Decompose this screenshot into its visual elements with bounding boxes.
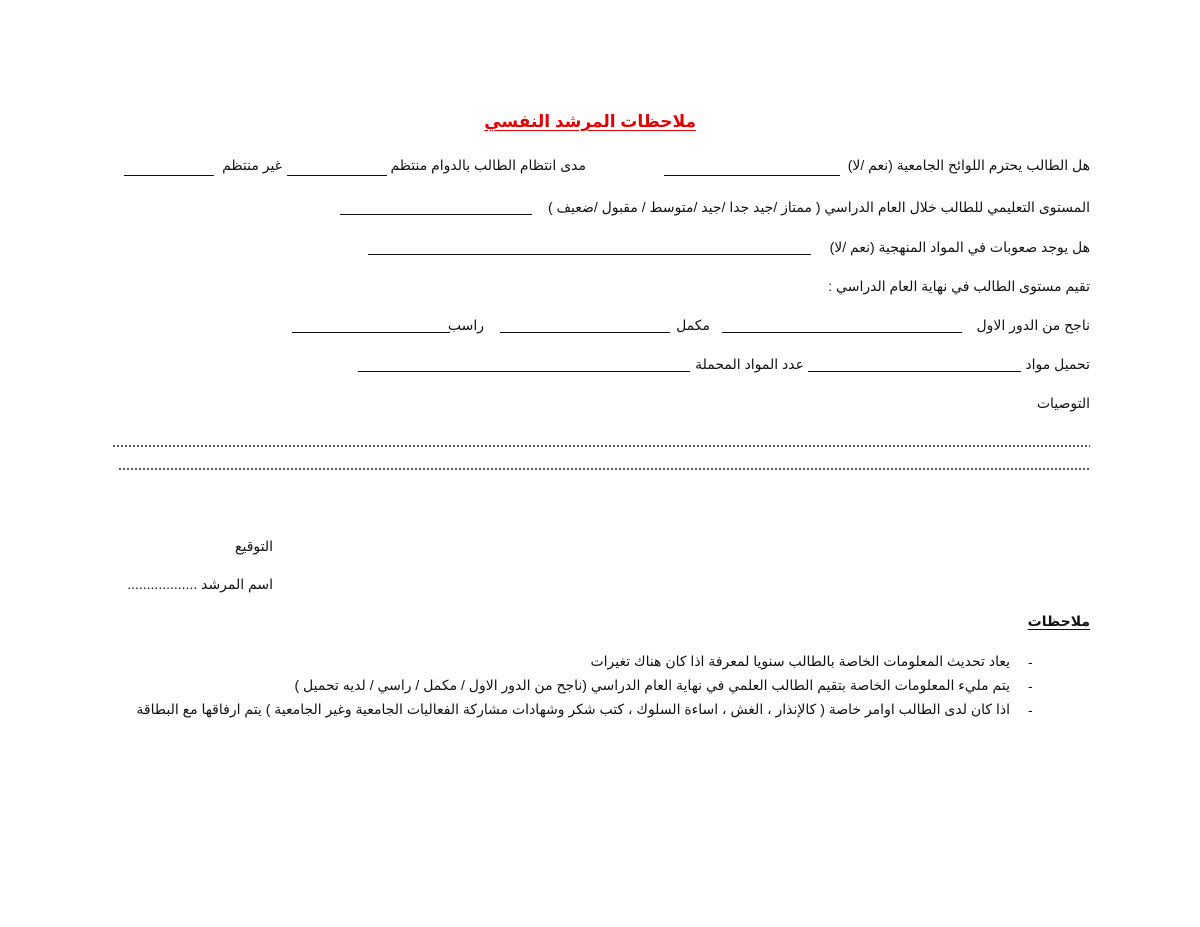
bullet-2: - xyxy=(1028,678,1033,694)
attendance-irregular-field[interactable] xyxy=(124,175,214,176)
academic-level-label: المستوى التعليمي للطالب خلال العام الدراسي ( ممتاز /جيد جدا /جيد /متوسط / مقبول /ضعيف ) xyxy=(547,199,1090,215)
complete-label: مكمل xyxy=(676,317,710,333)
respect-rules-field[interactable] xyxy=(664,175,840,176)
note-item-1: يعاد تحديث المعلومات الخاصة بالطالب سنويا لمعرفة اذا كان هناك تغيرات xyxy=(590,653,1010,669)
fail-field[interactable] xyxy=(292,332,450,333)
page-title: ملاحظات المرشد النفسي xyxy=(484,112,696,131)
recommendations-dotted-line-1[interactable] xyxy=(112,445,1090,447)
note-item-2: يتم مليء المعلومات الخاصة بتقيم الطالب العلمي في نهاية العام الدراسي (ناجح من الدور الاول / مكمل / راسي / لديه تحميل ) xyxy=(294,677,1010,693)
complete-field[interactable] xyxy=(500,332,670,333)
respect-rules-label: هل الطالب يحترم اللوائح الجامعية (نعم /لا) xyxy=(847,157,1090,173)
pass-first-label: ناجح من الدور الاول xyxy=(976,317,1090,333)
irregular-label: غير منتظم xyxy=(222,157,282,173)
signature-label: التوقيع xyxy=(235,538,273,554)
pass-first-field[interactable] xyxy=(722,332,962,333)
note-item-3: اذا كان لدى الطالب اوامر خاصة ( كالإنذار ، الغش ، اساءة السلوك ، كتب شكر وشهادات مشاركة الفعاليات الجامعية وغير الجامعية ) يتم ارفاقها مع البطاقة xyxy=(136,701,1010,717)
recommendations-dotted-line-2[interactable] xyxy=(118,468,1090,470)
bullet-1: - xyxy=(1028,654,1033,670)
difficulties-label: هل يوجد صعوبات في المواد المنهجية (نعم /لا) xyxy=(829,239,1090,255)
fail-label: راسب xyxy=(447,317,484,333)
recommendations-label: التوصيات xyxy=(1036,395,1090,411)
evaluation-label: تقيم مستوى الطالب في نهاية العام الدراسي : xyxy=(828,278,1090,294)
carry-count-field[interactable] xyxy=(358,371,690,372)
carry-field[interactable] xyxy=(808,371,1021,372)
bullet-3: - xyxy=(1028,702,1033,718)
difficulties-field[interactable] xyxy=(368,254,811,255)
counselor-name-label: اسم المرشد .................. xyxy=(127,576,273,592)
carry-count-label: عدد المواد المحملة xyxy=(695,356,804,372)
attendance-label: مدى انتظام الطالب بالدوام منتظم xyxy=(390,157,586,173)
carry-label: تحميل مواد xyxy=(1025,356,1090,372)
attendance-regular-field[interactable] xyxy=(287,175,387,176)
academic-level-field[interactable] xyxy=(340,214,532,215)
notes-heading: ملاحظات xyxy=(1027,613,1090,629)
